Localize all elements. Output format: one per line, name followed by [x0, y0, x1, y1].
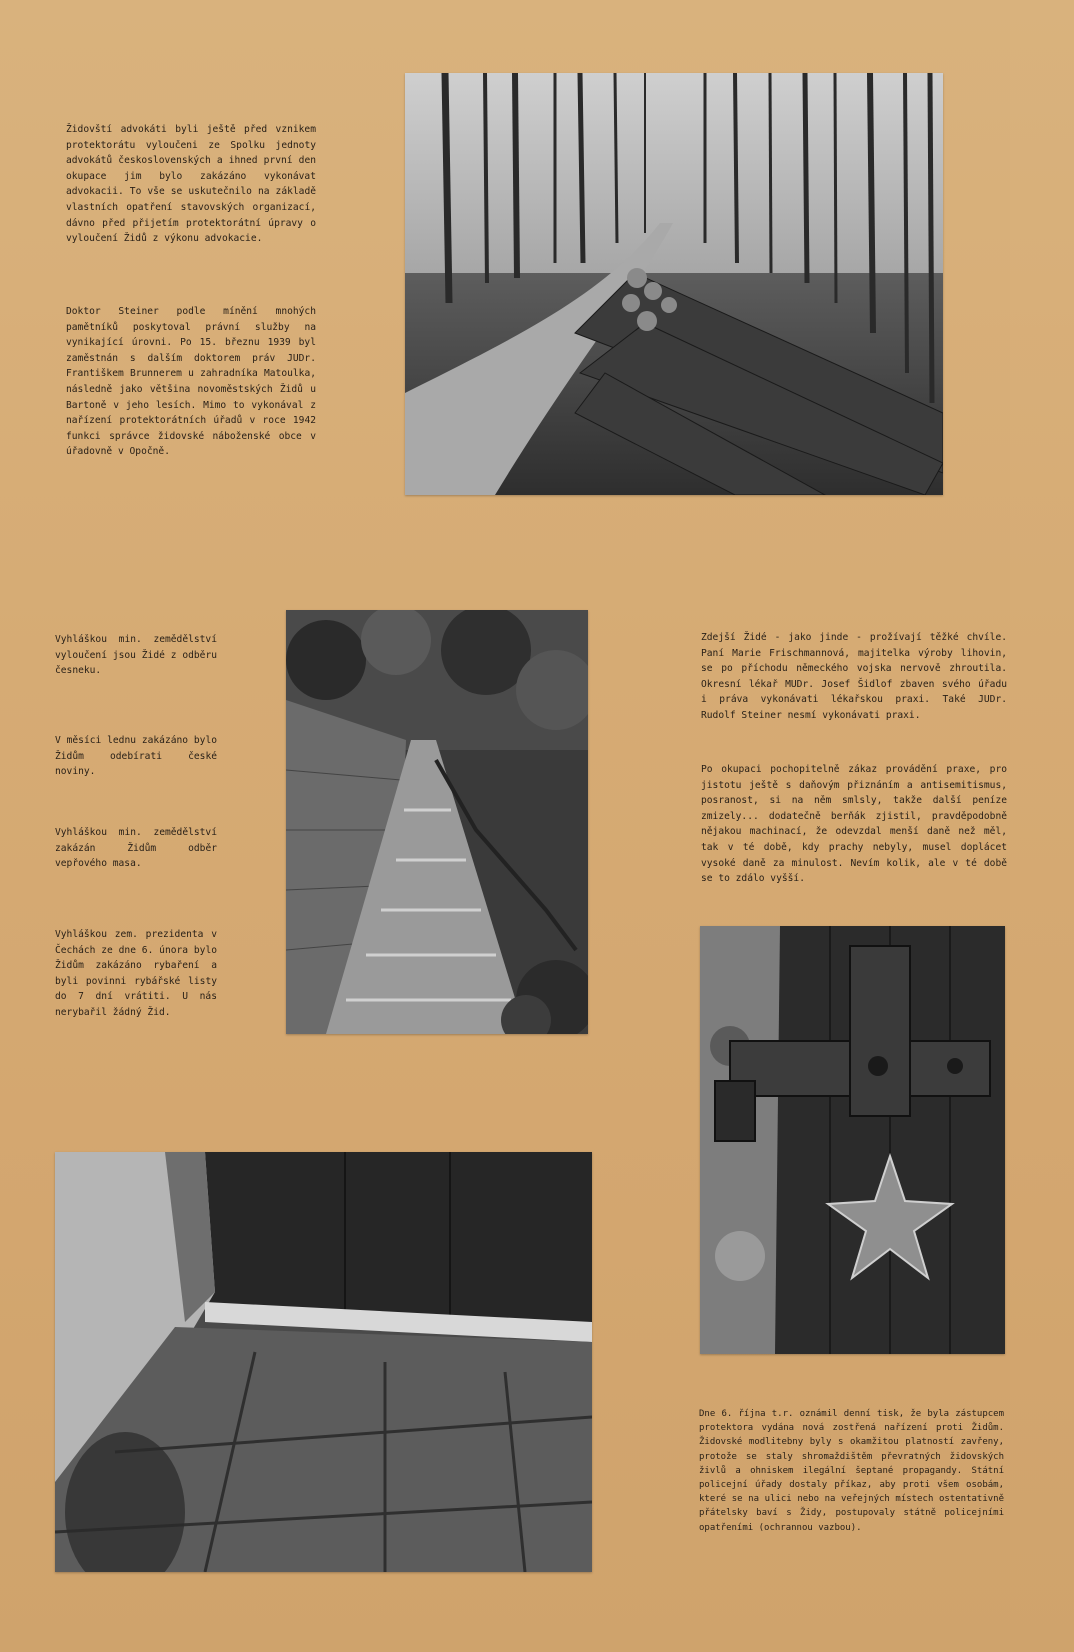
text-october-decree: Dne 6. října t.r. oznámil denní tisk, že byla zástupcem protektora vydána nová zostřená nařízení proti Židům. Židovské modlitebny byly s okamžitou platností zavřeny, protože se staly shromaždištěm převratných židovských živlů a ohniskem ilegální šeptané propagandy. Státní policejní úřady dostaly příkaz, aby proti všem osobám, které se na ulici nebo na veřejných místech ostentativně přátelsky baví s Židy, postupovaly státně policejními opatřeními (ochrannou vazbou). — [699, 1409, 1004, 1533]
text-pork-ban: Vyhláškou min. zemědělství zakázán Židům odběr vepřového masa. — [55, 827, 217, 870]
text-garlic-ban: Vyhláškou min. zemědělství vyloučení jsou Židé z odběru česneku. — [55, 634, 217, 677]
text-jewish-lawyers: Židovští advokáti byli ještě před vznikem protektorátu vyloučeni ze Spolku jednoty advokátů československých a ihned první den okupace jim bylo zakázáno vykonávat advokacii. To vše se uskutečnilo na základě vlastních opatření stavovských organizací, dávno před přijetím protektorátní úpravy o vyloučení Židů z výkonu advokacie. — [66, 124, 316, 245]
text-newspaper-ban: V měsíci lednu zakázáno bylo Židům odebírati české noviny. — [55, 735, 217, 778]
photo-threshold-floor — [55, 1152, 592, 1572]
text-doctor-steiner: Doktor Steiner podle mínění mnohých pamětníků poskytoval právní služby na vynikající úrovni. Po 15. březnu 1939 byl zaměstnán s dalším doktorem práv JUDr. Františkem Brunnerem u zahradníka Matoulka, následně jako většina novoměstských Židů u Bartoně v jeho lesích. Mimo to vykonával z nařízení protektorátních úřadů v roce 1942 funkci správce židovské náboženské obce v úřadovně v Opočně. — [66, 306, 316, 458]
text-hard-times: Zdejší Židé - jako jinde - prožívají těžké chvíle. Paní Marie Frischmannová, majitelka výroby lihovin, se po příchodu německého vojska nervově zhroutila. Okresní lékař MUDr. Josef Šidlof zbaven svého úřadu i práva vykonávati lékařskou praxi. Také JUDr. Rudolf Steiner nesmí vykonávati praxi. — [701, 632, 1007, 721]
photo-door-hinge-star — [700, 926, 1005, 1354]
photo-stone-stairs — [286, 610, 588, 1034]
text-fishing-ban: Vyhláškou zem. prezidenta v Čechách ze dne 6. února bylo Židům zakázáno rybaření a byli povinni rybářské listy do 7 dní vrátiti. U nás nerybařil žádný Žid. — [55, 929, 217, 1018]
text-after-occupation: Po okupaci pochopitelně zákaz provádění praxe, pro jistotu ještě s daňovým přiznáním a antisemitismus, posranost, si na něm smlsly, takže další peníze zmizely... dodatečně berňák zjistil, pravděpodobně nějakou machinací, že odevzdal menší daně než měl, tak v té době, kdy prachy nebyly, musel doplácet vysoké daně za minulost. Nevím kolik, ale v té době se to zdálo vyšší. — [701, 764, 1007, 885]
photo-forest-logs — [405, 73, 943, 495]
